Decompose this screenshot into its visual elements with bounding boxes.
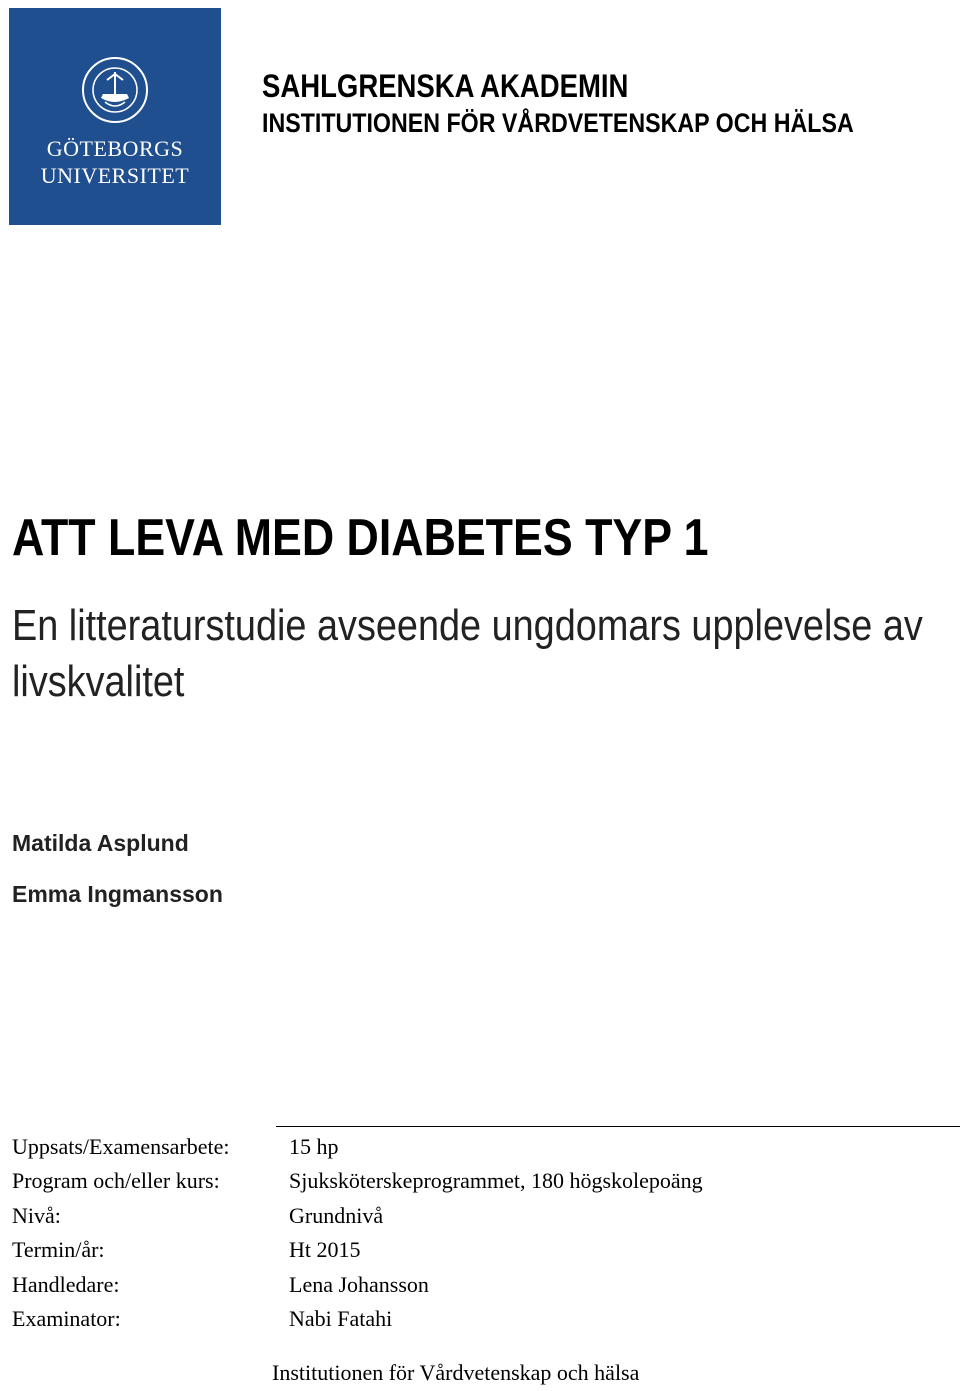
author-name: Matilda Asplund xyxy=(12,830,189,856)
meta-label: Program och/eller kurs: xyxy=(12,1168,220,1194)
meta-value: Sjuksköterskeprogrammet, 180 högskolepoäng xyxy=(289,1168,703,1194)
author-name: Emma Ingmansson xyxy=(12,881,223,907)
logo-text-line1: GÖTEBORGS xyxy=(46,136,184,161)
meta-label: Uppsats/Examensarbete: xyxy=(12,1134,230,1159)
meta-value: Grundnivå xyxy=(289,1202,384,1228)
meta-value: Lena Johansson xyxy=(289,1271,429,1297)
divider-line xyxy=(276,1126,960,1127)
meta-label: Termin/år: xyxy=(12,1237,105,1263)
document-subtitle: En litteraturstudie avseende ungdomars upplevelse av livskvalitet xyxy=(12,601,923,706)
document-title: ATT LEVA MED DIABETES TYP 1 xyxy=(12,509,709,567)
logo-text-line2: UNIVERSITET xyxy=(40,163,190,188)
meta-label: Examinator: xyxy=(12,1305,121,1331)
meta-value: Ht 2015 xyxy=(289,1237,361,1263)
faculty-heading: SAHLGRENSKA AKADEMIN xyxy=(262,68,629,104)
institution-heading: INSTITUTIONEN FÖR VÅRDVETENSKAP OCH HÄLSA xyxy=(262,108,854,138)
university-seal-icon xyxy=(81,54,149,126)
university-logo xyxy=(9,8,221,225)
meta-label: Handledare: xyxy=(12,1271,120,1297)
meta-value: Nabi Fatahi xyxy=(289,1305,393,1331)
footer-institution: Institutionen för Vårdvetenskap och hälsa xyxy=(272,1360,640,1385)
meta-value: 15 hp xyxy=(289,1134,339,1159)
meta-label: Nivå: xyxy=(12,1202,61,1228)
